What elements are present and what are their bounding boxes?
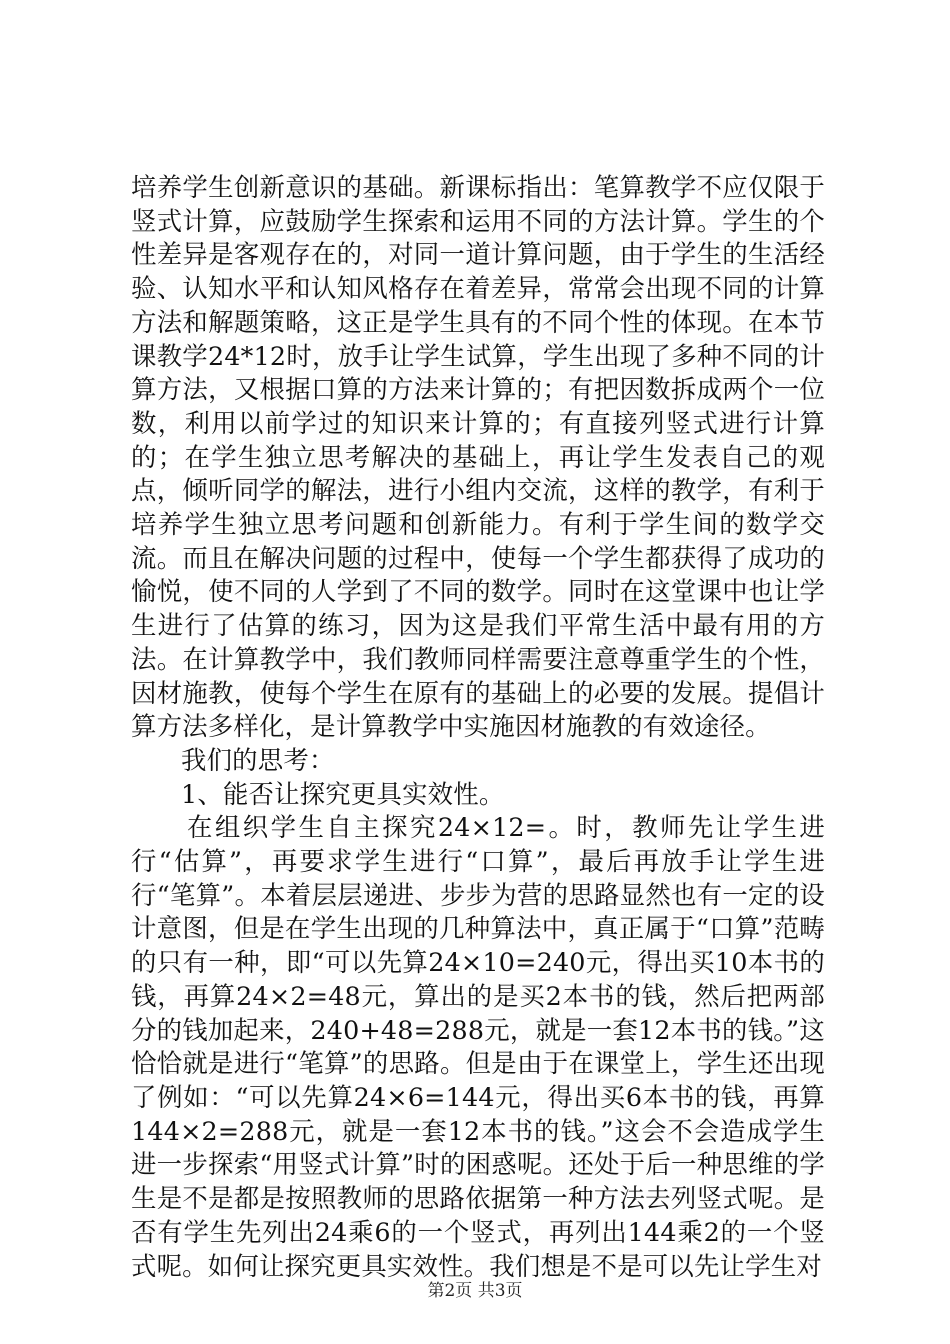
subsection-heading: 1、能否让探究更具实效性。 (181, 778, 505, 809)
document-body (131, 171, 825, 1283)
body-paragraph: 培养学生创新意识的基础。新课标指出：笔算教学不应仅限于竖式计算，应鼓励学生探索和运用不同的方法计算。学生的个性差异是客观存在的，对同一道计算问题，由于学生的生活经验、认知水平和认知风格存在着差异，常常会出现不同的计算方法和解题策略，这正是学生具有的不同个性的体现。在本节课教学24*12时，放手让学生试算，学生出现了多种不同的计算方法，又根据口算的方法来计算的；有把因数拆成两个一位数，利用以前学过的知识来计算的；有直接列竖式进行计算的；在学生独立思考解决的基础上，再让学生发表自己的观点，倾听同学的解法，进行小组内交流，这样的教学，有利于培养学生独立思考问题和创新能力。有利于学生间的数学交流。而且在解决问题的过程中，使每一个学生都获得了成功的愉悦，使不同的人学到了不同的数学。同时在这堂课中也让学生进行了估算的练习，因为这是我们平常生活中最有用的方法。在计算教学中，我们教师同样需要注意尊重学生的个性，因材施教，使每个学生在原有的基础上的必要的发展。提倡计算方法多样化，是计算教学中实施因材施教的有效途径。 (131, 172, 825, 742)
body-paragraph: 在组织学生自主探究24×12=。时，教师先让学生进行“估算”，再要求学生进行“口算”，最后再放手让学生进行“笔算”。本着层层递进、步步为营的思路显然也有一定的设计意图，但是在学生出现的几种算法中，真正属于“口算”范畴的只有一种，即“可以先算24×10=240元，得出买10本书的钱，再算24×2=48元，算出的是买2本书的钱，然后把两部分的钱加起来，240+48=288元，就是一套12本书的钱。”这恰恰就是进行“笔算”的思路。但是由于在课堂上，学生还出现了例如：“可以先算24×6=144元，得出买6本书的钱，再算144×2=288元，就是一套12本书的钱。”这会不会造成学生进一步探索“用竖式计算”时的困惑呢。还处于后一种思维的学生是不是都是按照教师的思路依据第一种方法去列竖式呢。是否有学生先列出24乘6的一个竖式，再列出144乘2的一个竖式呢。如何让探究更具实效性。我们想是不是可以先让学生对 (131, 812, 825, 1281)
page-number-footer: 第2页 共3页 (427, 1281, 523, 1301)
section-heading: 我们的思考： (181, 744, 335, 775)
